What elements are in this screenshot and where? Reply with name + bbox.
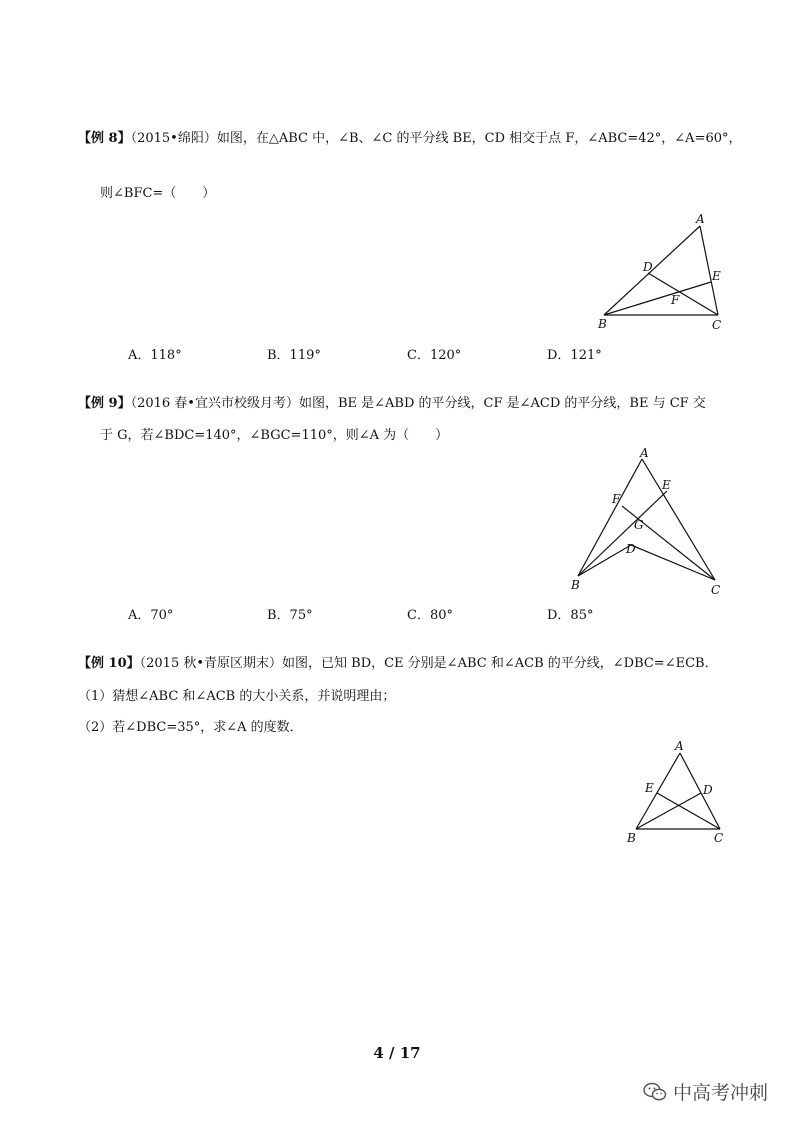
ex8-question-text: （2015•绵阳）如图，在△ABC 中，∠B、∠C 的平分线 BE，CD 相交于点 F，∠ABC=42°，∠A=60°， <box>130 131 742 146</box>
ex9-tag: 【例 9】 <box>78 396 131 411</box>
ex10-label-d: D <box>703 783 713 797</box>
ex8-label-c: C <box>712 318 722 332</box>
ex10-label-b: B <box>627 831 636 845</box>
ex9-question-text: （2016 春•宜兴市校级月考）如图，BE 是∠ABD 的平分线，CF 是∠ACD 的平分线，BE 与 CF 交 <box>130 396 706 411</box>
ex9-path-bdc <box>578 545 715 580</box>
ex9-option-a: A．70° <box>128 608 174 623</box>
ex8-label-a: A <box>696 212 705 226</box>
ex9-bisector-be <box>578 491 667 576</box>
ex8-option-b: B．119° <box>267 348 321 363</box>
ex9-label-d: D <box>626 542 636 556</box>
ex10-side-ab <box>636 753 680 829</box>
ex9-line2: 于 G，若∠BDC=140°，∠BGC=110°，则∠A 为（ ） <box>100 428 449 443</box>
ex9-label-c: C <box>711 583 721 597</box>
ex9-option-d: D．85° <box>547 608 594 623</box>
ex8-label-e: E <box>712 269 721 283</box>
ex8-option-a: A．118° <box>128 348 182 363</box>
ex10-question-2: （2）若∠DBC=35°，求∠A 的度数． <box>78 720 303 735</box>
ex10-label-a: A <box>675 739 684 753</box>
ex9-label-b: B <box>571 578 580 592</box>
wechat-icon <box>643 1082 667 1102</box>
page-number: 4 / 17 <box>373 1044 421 1062</box>
ex9-option-c: C．80° <box>407 608 453 623</box>
ex9-label-g: G <box>634 518 644 532</box>
ex8-line1 <box>78 131 742 147</box>
ex9-label-f: F <box>612 492 621 506</box>
ex10-label-e: E <box>645 781 654 795</box>
ex8-option-c: C．120° <box>407 348 462 363</box>
watermark <box>643 1078 768 1105</box>
watermark-text: 中高考冲刺 <box>672 1082 768 1104</box>
ex10-question-1: （1）猜想∠ABC 和∠ACB 的大小关系，并说明理由； <box>78 689 396 704</box>
ex8-label-b: B <box>598 317 607 331</box>
ex8-label-f: F <box>671 293 680 307</box>
ex9-line1 <box>78 396 706 412</box>
ex8-tag: 【例 8】 <box>78 131 131 146</box>
ex9-figure <box>560 445 735 600</box>
ex10-line1 <box>78 656 718 672</box>
ex8-bisector-be <box>604 282 711 315</box>
ex9-side-ab <box>578 459 642 576</box>
ex10-triangle-figure <box>620 735 730 850</box>
ex9-side-ac <box>642 459 715 580</box>
ex8-label-d: D <box>643 260 653 274</box>
ex8-bisector-cd <box>648 273 718 315</box>
ex10-question-text: （2015 秋•青原区期末）如图，已知 BD，CE 分别是∠ABC 和∠ACB 的平分线，∠DBC=∠ECB． <box>139 656 718 671</box>
ex8-triangle-figure <box>590 210 730 335</box>
ex10-tag: 【例 10】 <box>78 656 140 671</box>
ex9-option-b: B．75° <box>267 608 313 623</box>
ex8-option-d: D．121° <box>547 348 602 363</box>
ex9-label-a: A <box>640 446 649 460</box>
ex8-line2: 则∠BFC=（ ） <box>100 186 216 201</box>
ex10-label-c: C <box>714 831 724 845</box>
ex9-label-e: E <box>662 478 671 492</box>
